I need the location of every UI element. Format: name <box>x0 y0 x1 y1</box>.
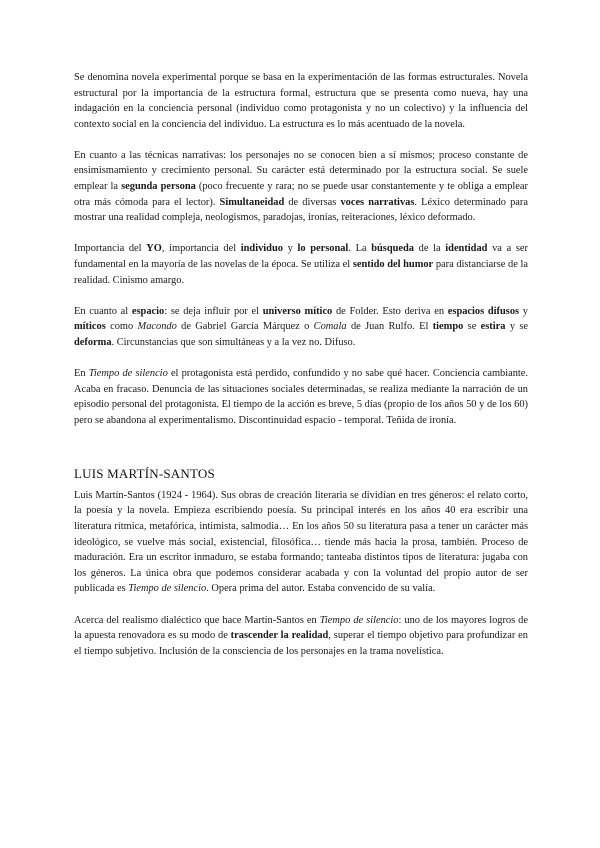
italic-tiempo-de-silencio: Tiempo de silencio <box>88 367 168 379</box>
bold-segunda-persona: segunda persona <box>121 181 196 193</box>
bold-deforma: deforma <box>74 336 112 348</box>
paragraph-novela-experimental: Se denomina novela experimental porque se basa en la experimentación de las formas estructurales. Novela estructural por la importancia de la estructura formal, estructura que se presenta como nueva, hay una indagación en la conciencia personal (individuo como protagonista y no un colectivo) y la influencia del contexto social en la conciencia del individuo. La estructura es lo más acentuado de la novela. <box>74 72 528 130</box>
bold-individuo: individuo <box>240 243 283 255</box>
italic-tiempo-de-silencio: Tiempo de silencio <box>319 614 399 626</box>
bold-simultaneidad: Simultaneidad <box>219 196 285 208</box>
paragraph-importancia-yo: Importancia del YO, importancia del individuo y lo personal. La búsqueda de la identidad va a ser fundamental en la mayoría de las novelas de la época. Se utiliza el sentido del humor para distanciarse de la realidad. Cinismo amargo. <box>74 243 529 286</box>
bold-trascender-la-realidad: trascender la realidad <box>230 630 329 642</box>
paragraph-biografia: Luis Martín-Santos (1924 - 1964). Sus obras de creación literaria se dividían en tres géneros: el relato corto, la poesía y la novela. Empieza escribiendo poesía. Su principal interés en los años 40 era escribir una literatura rítmica, metafórica, intimista, salmodia… En los años 50 su literatura pasa a tener un carácter más ideológico, se vuelve más social, existencial, filosófica… tiende más hacia la prosa, también. Proceso de maduración. Era un escritor inmaduro, se estaba formando; tanteaba distintos tipos de literatura: jugaba con los géneros. La única obra que podemos considerar acabada y con la voluntad del propio autor de ser publicada es Tiempo de silencio. Opera prima del autor. Estaba convencido de su valía. <box>74 489 528 595</box>
bold-universo-mitico: universo mítico <box>262 305 333 317</box>
italic-macondo: Macondo <box>137 321 177 333</box>
paragraph-realismo-dialectico: Acerca del realismo dialéctico que hace Martín-Santos en Tiempo de silencio: uno de los mayores logros de la apuesta renovadora es su modo de trascender la realidad, superar el tiempo objetivo para profundizar en el tiempo subjetivo. Inclusión de la consciencia de los personajes en la trama novelística. <box>74 614 528 657</box>
bold-lo-personal: lo personal <box>297 243 349 255</box>
document-page <box>74 70 528 659</box>
bold-yo: YO <box>146 243 162 255</box>
bold-miticos: míticos <box>74 321 106 333</box>
bold-sentido-del-humor: sentido del humor <box>352 258 434 270</box>
bold-espacios-difusos: espacios difusos <box>447 305 520 317</box>
italic-tiempo-de-silencio: Tiempo de silencio <box>128 583 207 595</box>
paragraph-tiempo-de-silencio: En Tiempo de silencio el protagonista está perdido, confundido y no sabe qué hacer. Conciencia cambiante. Acaba en fracaso. Denuncia de las situaciones sociales determinadas, se realiza mediante la narración de un episodio personal del protagonista. El tiempo de la acción es breve, 5 días (propio de los años 50 y de los 60) pero se abandona al experimentalismo. Discontinuidad espacio - temporal. Teñida de ironía. <box>74 367 529 426</box>
paragraph-tecnicas-narrativas: En cuanto a las técnicas narrativas: los personajes no se conocen bien a sí mismos; proceso constante de ensimismamiento y crecimiento personal. Su carácter está determinado por la estructura social. Se suele emplear la segunda persona (poco frecuente y rara; no se puede usar constantemente y te obliga a emplear otra más cómoda para el lector). Simultaneidad de diversas voces narrativas. Léxico determinado para mostrar una realidad compleja, neologismos, paradojas, ironías, reiteraciones, léxico deformado. <box>74 149 528 224</box>
paragraph-espacio: En cuanto al espacio: se deja influir por el universo mítico de Folder. Esto deriva en espacios difusos y míticos como Macondo de Gabriel García Márquez o Comala de Juan Rulfo. El tiempo se estira y se deforma. Circunstancias que son simultáneas y a la vez no. Difuso. <box>74 305 529 348</box>
bold-tiempo: tiempo <box>432 321 464 333</box>
section-heading: LUIS MARTÍN-SANTOS <box>74 466 215 482</box>
bold-busqueda: búsqueda <box>371 243 414 255</box>
bold-voces-narrativas: voces narrativas <box>340 196 415 208</box>
bold-identidad: identidad <box>445 243 488 255</box>
bold-espacio: espacio <box>131 305 165 317</box>
italic-comala: Comala <box>313 321 347 333</box>
bold-estira: estira <box>480 321 506 333</box>
